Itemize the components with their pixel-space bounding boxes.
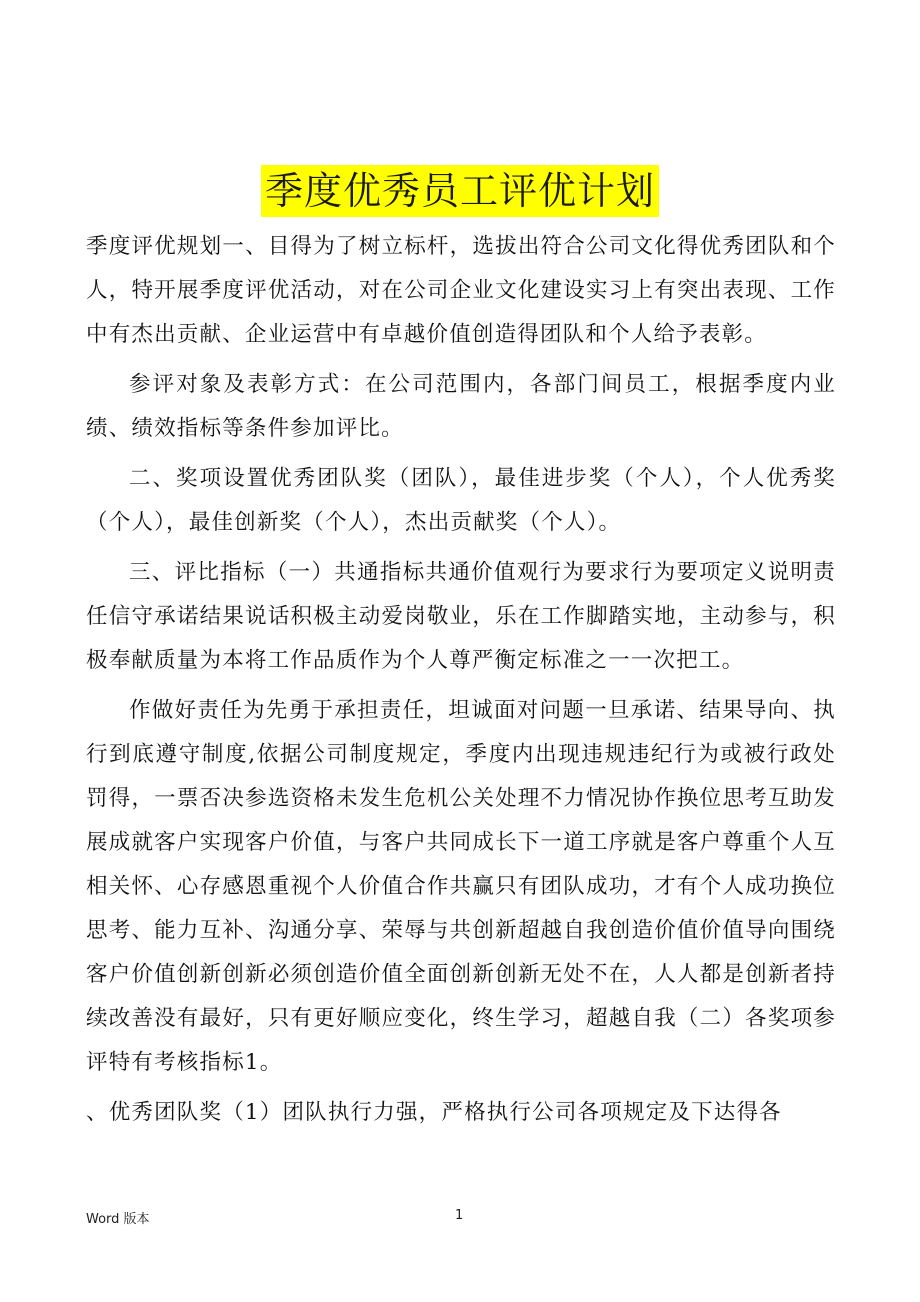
document-title: 季度优秀员工评优计划	[261, 165, 659, 217]
page-number: 1	[455, 1208, 464, 1223]
footer-label: Word 版本	[86, 1212, 150, 1227]
paragraph: 二、奖项设置优秀团队奖（团队），最佳进步奖（个人），个人优秀奖（个人），最佳创新奖（个人），杰出贡献奖（个人）。	[86, 466, 836, 535]
document-body	[86, 225, 836, 1135]
paragraph: 季度评优规划一、目得为了树立标杆，选拔出符合公司文化得优秀团队和个人，特开展季度评优活动，对在公司企业文化建设实习上有突出表现、工作中有杰出贡献、企业运营中有卓越价值创造得团队和个人给予表彰。	[86, 234, 836, 347]
paragraph: 、优秀团队奖（1）团队执行力强，严格执行公司各项规定及下达得各	[86, 1100, 782, 1125]
paragraph: 作做好责任为先勇于承担责任，坦诚面对问题一旦承诺、结果导向、执行到底遵守制度,依据公司制度规定，季度内出现违规违纪行为或被行政处罚得，一票否决参选资格未发生危机公关处理不力情况协作换位思考互助发展成就客户实现客户价值，与客户共同成长下一道工序就是客户尊重个人互相关怀、心存感恩重视个人价值合作共赢只有团队成功，才有个人成功换位思考、能力互补、沟通分享、荣辱与共创新超越自我创造价值价值导向围绕客户价值创新创新必须创造价值全面创新创新无处不在，人人都是创新者持续改善没有最好，只有更好顺应变化，终生学习，超越自我（二）各奖项参评特有考核指标1。	[86, 698, 836, 1075]
paragraph: 参评对象及表彰方式：在公司范围内，各部门间员工，根据季度内业绩、绩效指标等条件参加评比。	[86, 372, 836, 441]
paragraph: 三、评比指标（一）共通指标共通价值观行为要求行为要项定义说明责任信守承诺结果说话积极主动爱岗敬业，乐在工作脚踏实地，主动参与，积极奉献质量为本将工作品质作为个人尊严衡定标准之一一次把工。	[86, 560, 836, 673]
